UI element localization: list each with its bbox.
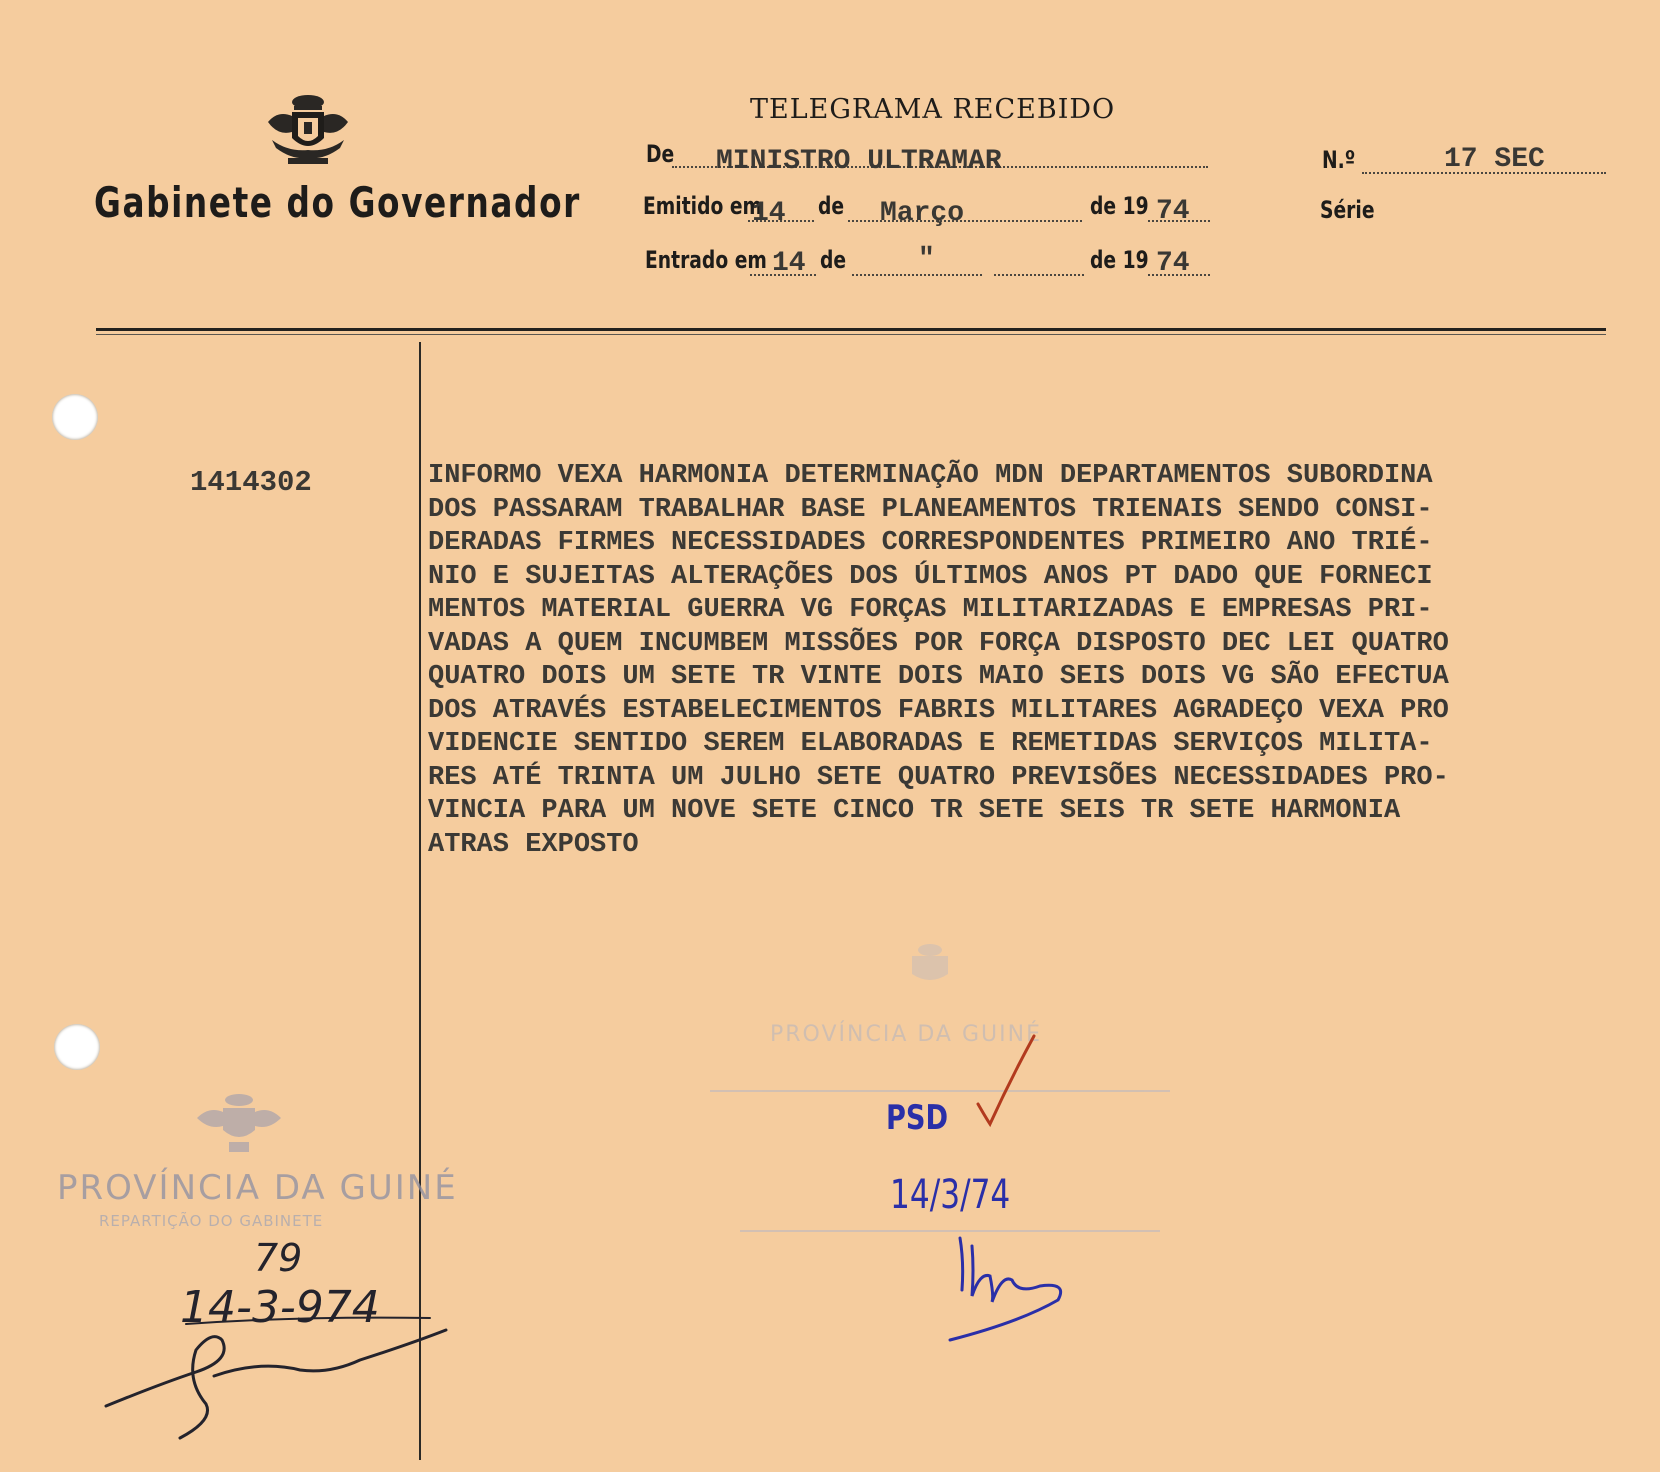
underline-stroke <box>186 1318 430 1324</box>
series-label: Série <box>1320 196 1375 224</box>
message-line: INFORMO VEXA HARMONIA DETERMINAÇÃO MDN DEPARTAMENTOS SUBORDINA <box>428 461 1433 491</box>
message-line: DOS ATRAVÉS ESTABELECIMENTOS FABRIS MILITARES AGRADEÇO VEXA PRO <box>428 695 1449 726</box>
message-line: RES ATÉ TRINTA UM JULHO SETE QUATRO PREVISÕES NECESSIDADES PRO- <box>428 762 1449 793</box>
document-title: TELEGRAMA RECEBIDO <box>750 94 1116 125</box>
message-reference: 1414302 <box>190 466 312 499</box>
message-line: VADAS A QUEM INCUMBEM MISSÕES POR FORÇA DISPOSTO DEC LEI QUATRO <box>428 628 1449 659</box>
blue-signature-icon <box>950 1238 1061 1340</box>
number-label: N.º <box>1322 146 1356 174</box>
handwritten-date-right: 14/3/74 <box>890 1172 1011 1218</box>
handwritten-number: 79 <box>254 1236 303 1280</box>
message-line: DOS PASSARAM TRABALHAR BASE PLANEAMENTOS TRIENAIS SENDO CONSI- <box>428 494 1433 525</box>
entered-month: " <box>918 244 935 275</box>
message-line: NIO E SUJEITAS ALTERAÇÕES DOS ÚLTIMOS ANOS PT DADO QUE FORNECI <box>428 561 1433 592</box>
message-line: DERADAS FIRMES NECESSIDADES CORRESPONDENTES PRIMEIRO ANO TRIÉ- <box>428 528 1433 558</box>
issued-day: 14 <box>752 198 786 229</box>
from-value: MINISTRO ULTRAMAR <box>716 146 1002 177</box>
handwritten-code: PSD <box>886 1098 949 1138</box>
office-name: Gabinete do Governador <box>94 178 581 227</box>
message-line: VINCIA PARA UM NOVE SETE CINCO TR SETE SEIS TR SETE HARMONIA <box>428 796 1401 826</box>
entered-year: 74 <box>1156 248 1190 279</box>
entered-day: 14 <box>772 248 806 279</box>
message-line: QUATRO DOIS UM SETE TR VINTE DOIS MAIO SEIS DOIS VG SÃO EFECTUA <box>428 662 1449 692</box>
dark-signature-icon <box>106 1330 446 1438</box>
number-value: 17 SEC <box>1444 144 1545 175</box>
handwritten-date-left: 14-3-974 <box>180 1282 380 1333</box>
issued-de-label: de <box>818 192 845 220</box>
message-line: ATRAS EXPOSTO <box>428 829 639 860</box>
issued-year-prefix: de 19 <box>1090 192 1149 220</box>
issued-label: Emitido em <box>643 192 763 220</box>
issued-year: 74 <box>1156 196 1190 227</box>
message-line: VIDENCIE SENTIDO SEREM ELABORADAS E REMETIDAS SERVIÇOS MILITA- <box>428 729 1433 759</box>
stamp-right-province: PROVÍNCIA DA GUINÉ <box>770 1022 1042 1047</box>
issued-month: Março <box>880 198 965 229</box>
entered-de-label: de <box>820 246 847 274</box>
entered-year-prefix: de 19 <box>1090 246 1149 274</box>
from-label: De <box>646 140 675 168</box>
message-line: MENTOS MATERIAL GUERRA VG FORÇAS MILITARIZADAS E EMPRESAS PRI- <box>428 595 1433 625</box>
stamp-left-province: PROVÍNCIA DA GUINÉ <box>57 1168 458 1208</box>
entered-label: Entrado em <box>645 246 767 274</box>
stamp-left-department: REPARTIÇÃO DO GABINETE <box>99 1212 324 1230</box>
red-checkmark-icon <box>978 1036 1034 1124</box>
